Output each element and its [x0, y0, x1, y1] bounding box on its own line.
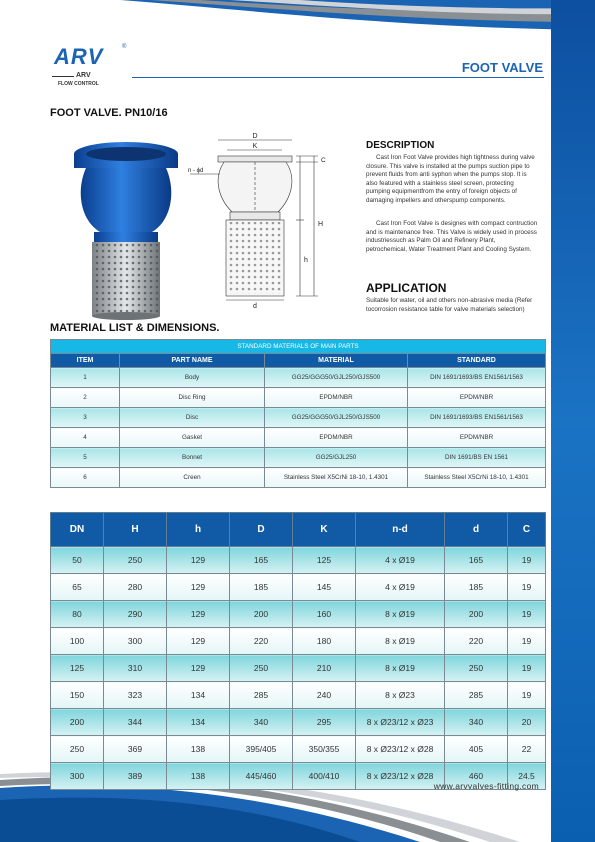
table-cell: 250 [104, 547, 167, 574]
table-cell: Creen [120, 468, 265, 488]
materials-header-part: PART NAME [120, 354, 265, 368]
table-cell: 8 x Ø19 [356, 655, 445, 682]
table-cell: 145 [293, 574, 356, 601]
table-cell: 350/355 [293, 736, 356, 763]
table-cell: 19 [508, 628, 546, 655]
header-rule [132, 77, 544, 78]
table-cell: 19 [508, 574, 546, 601]
table-row [51, 709, 546, 736]
table-cell: 300 [104, 628, 167, 655]
table-cell: 340 [445, 709, 508, 736]
table-cell: 5 [51, 448, 120, 468]
table-cell: 8 x Ø19 [356, 601, 445, 628]
table-cell: 220 [445, 628, 508, 655]
dim-label-H: H [318, 221, 324, 228]
table-row [51, 601, 546, 628]
table-cell: 400/410 [293, 763, 356, 790]
table-cell: 8 x Ø23 [356, 682, 445, 709]
table-cell: 50 [51, 547, 104, 574]
table-row [51, 736, 546, 763]
table-cell: 138 [167, 736, 230, 763]
table-cell: 19 [508, 682, 546, 709]
table-cell: 185 [445, 574, 508, 601]
description-heading: DESCRIPTION [366, 140, 435, 151]
dim-header-D: D [230, 513, 293, 547]
table-cell: 300 [51, 763, 104, 790]
materials-header-item: ITEM [51, 354, 120, 368]
table-cell: 134 [167, 682, 230, 709]
table-cell: 280 [104, 574, 167, 601]
table-cell: GG25/GGG50/GJL250/GJS500 [265, 408, 408, 428]
dim-label-D: D [252, 133, 258, 140]
table-row [51, 368, 546, 388]
table-cell: 8 x Ø23/12 x Ø23 [356, 709, 445, 736]
logo-name: ARV [76, 72, 91, 79]
table-cell: 200 [230, 601, 293, 628]
table-cell: 150 [51, 682, 104, 709]
table-row [51, 655, 546, 682]
table-cell: EPDM/NBR [265, 388, 408, 408]
dim-header-dn: DN [51, 513, 104, 547]
table-cell: EPDM/NBR [265, 428, 408, 448]
table-cell: 134 [167, 709, 230, 736]
table-cell: 4 x Ø19 [356, 547, 445, 574]
table-cell: 129 [167, 655, 230, 682]
table-cell: 310 [104, 655, 167, 682]
application-heading: APPLICATION [366, 281, 447, 295]
table-cell: Disc [120, 408, 265, 428]
table-cell: 200 [51, 709, 104, 736]
table-cell: DIN 1691/BS EN 1561 [408, 448, 546, 468]
table-cell: 250 [445, 655, 508, 682]
table-cell: 180 [293, 628, 356, 655]
table-cell: DIN 1691/1693/BS EN1561/1563 [408, 408, 546, 428]
table-cell: 8 x Ø23/12 x Ø28 [356, 736, 445, 763]
table-cell: 285 [445, 682, 508, 709]
table-cell: 220 [230, 628, 293, 655]
table-cell: 6 [51, 468, 120, 488]
table-cell: 250 [51, 736, 104, 763]
table-cell: 344 [104, 709, 167, 736]
table-cell: EPDM/NBR [408, 428, 546, 448]
table-cell: 210 [293, 655, 356, 682]
arv-logo [52, 44, 132, 90]
table-cell: 295 [293, 709, 356, 736]
table-cell: 8 x Ø23/12 x Ø28 [356, 763, 445, 790]
dim-header-K: K [293, 513, 356, 547]
valve-photo [58, 140, 194, 322]
registered-mark: ® [122, 44, 127, 50]
logo-tagline: FLOW CONTROL [58, 81, 99, 87]
table-cell: Stainless Steel X5CrNi 18-10, 1.4301 [408, 468, 546, 488]
dimensions-table [50, 512, 546, 790]
table-cell: 250 [230, 655, 293, 682]
table-cell: Stainless Steel X5CrNi 18-10, 1.4301 [265, 468, 408, 488]
table-cell: DIN 1691/1693/BS EN1561/1563 [408, 368, 546, 388]
table-cell: GG25/GGG50/GJL250/GJS500 [265, 368, 408, 388]
dim-header-H: H [104, 513, 167, 547]
technical-drawing [180, 130, 330, 310]
logo-line [52, 76, 74, 77]
dim-header-nd: n-d [356, 513, 445, 547]
material-heading: MATERIAL LIST & DIMENSIONS. [50, 322, 220, 334]
table-cell: 129 [167, 628, 230, 655]
table-row [51, 468, 546, 488]
dim-header-d: d [445, 513, 508, 547]
table-cell: 185 [230, 574, 293, 601]
table-cell: 3 [51, 408, 120, 428]
table-row [51, 628, 546, 655]
dim-label-d: d [253, 303, 257, 310]
table-cell: 100 [51, 628, 104, 655]
table-cell: 19 [508, 547, 546, 574]
table-cell: 129 [167, 574, 230, 601]
table-cell: GG25/GJL250 [265, 448, 408, 468]
table-cell: 125 [293, 547, 356, 574]
table-row [51, 408, 546, 428]
table-cell: 24.5 [508, 763, 546, 790]
logo-mark: ARV [54, 44, 104, 69]
table-cell: 395/405 [230, 736, 293, 763]
table-cell: 290 [104, 601, 167, 628]
description-paragraph-1: Cast Iron Foot Valve provides high tightness during valve closure. This valve is installed at the pumps suction pipe to prevent fluids from anti syphon when the pumps stop. It is also featured with a stainless steel screen, protecting pumping equipmentfrom the entry of foreign objects of damaging impellers and otherspump components. [366, 154, 535, 204]
dim-label-nd: n - ϕd [188, 168, 204, 174]
table-row [51, 574, 546, 601]
table-cell: Disc Ring [120, 388, 265, 408]
table-cell: 200 [445, 601, 508, 628]
table-cell: 129 [167, 601, 230, 628]
document-title: FOOT VALVE [461, 60, 543, 75]
table-row [51, 448, 546, 468]
table-cell: 129 [167, 547, 230, 574]
table-cell: 125 [51, 655, 104, 682]
table-cell: 165 [230, 547, 293, 574]
right-blue-stripe [551, 0, 595, 842]
table-cell: 4 x Ø19 [356, 574, 445, 601]
table-cell: Bonnet [120, 448, 265, 468]
materials-caption: STANDARD MATERIALS OF MAIN PARTS [51, 340, 546, 354]
table-cell: 4 [51, 428, 120, 448]
description-paragraph-2: Cast Iron Foot Valve is designes with compact contruction and is maintenance free. This Valve is widely used in process industriessuch as Palm Oil and Refinery Plant, petrochemical, Water Treatment Plant and Cooling System. [366, 220, 538, 253]
dim-label-h: h [304, 257, 308, 264]
dim-header-h: h [167, 513, 230, 547]
product-subtitle: FOOT VALVE. PN10/16 [50, 107, 168, 119]
table-cell: Gasket [120, 428, 265, 448]
table-cell: 460 [445, 763, 508, 790]
table-row [51, 682, 546, 709]
table-cell: 20 [508, 709, 546, 736]
table-cell: 389 [104, 763, 167, 790]
application-text: Suitable for water, oil and others non-abrasive media (Refer tocorrosion resistance table for valve materials selection) [366, 297, 533, 313]
table-cell: 80 [51, 601, 104, 628]
table-row [51, 547, 546, 574]
website-url: www.arvvalves-fitting.com [433, 781, 539, 791]
table-cell: 19 [508, 655, 546, 682]
table-cell: 405 [445, 736, 508, 763]
materials-header-standard: STANDARD [408, 354, 546, 368]
dim-header-C: C [508, 513, 546, 547]
table-cell: 138 [167, 763, 230, 790]
materials-table [50, 339, 546, 488]
materials-header-material: MATERIAL [265, 354, 408, 368]
table-cell: EPDM/NBR [408, 388, 546, 408]
table-cell: 165 [445, 547, 508, 574]
table-cell: 369 [104, 736, 167, 763]
table-cell: 285 [230, 682, 293, 709]
table-cell: 8 x Ø19 [356, 628, 445, 655]
table-cell: 1 [51, 368, 120, 388]
table-cell: 323 [104, 682, 167, 709]
table-cell: 19 [508, 601, 546, 628]
dim-label-K: K [252, 143, 258, 150]
table-cell: 445/460 [230, 763, 293, 790]
table-cell: 65 [51, 574, 104, 601]
table-cell: 240 [293, 682, 356, 709]
table-cell: 22 [508, 736, 546, 763]
dim-label-C: C [321, 157, 326, 164]
table-cell: 340 [230, 709, 293, 736]
table-cell: 160 [293, 601, 356, 628]
table-row [51, 428, 546, 448]
table-cell: 2 [51, 388, 120, 408]
table-row [51, 388, 546, 408]
table-cell: Body [120, 368, 265, 388]
